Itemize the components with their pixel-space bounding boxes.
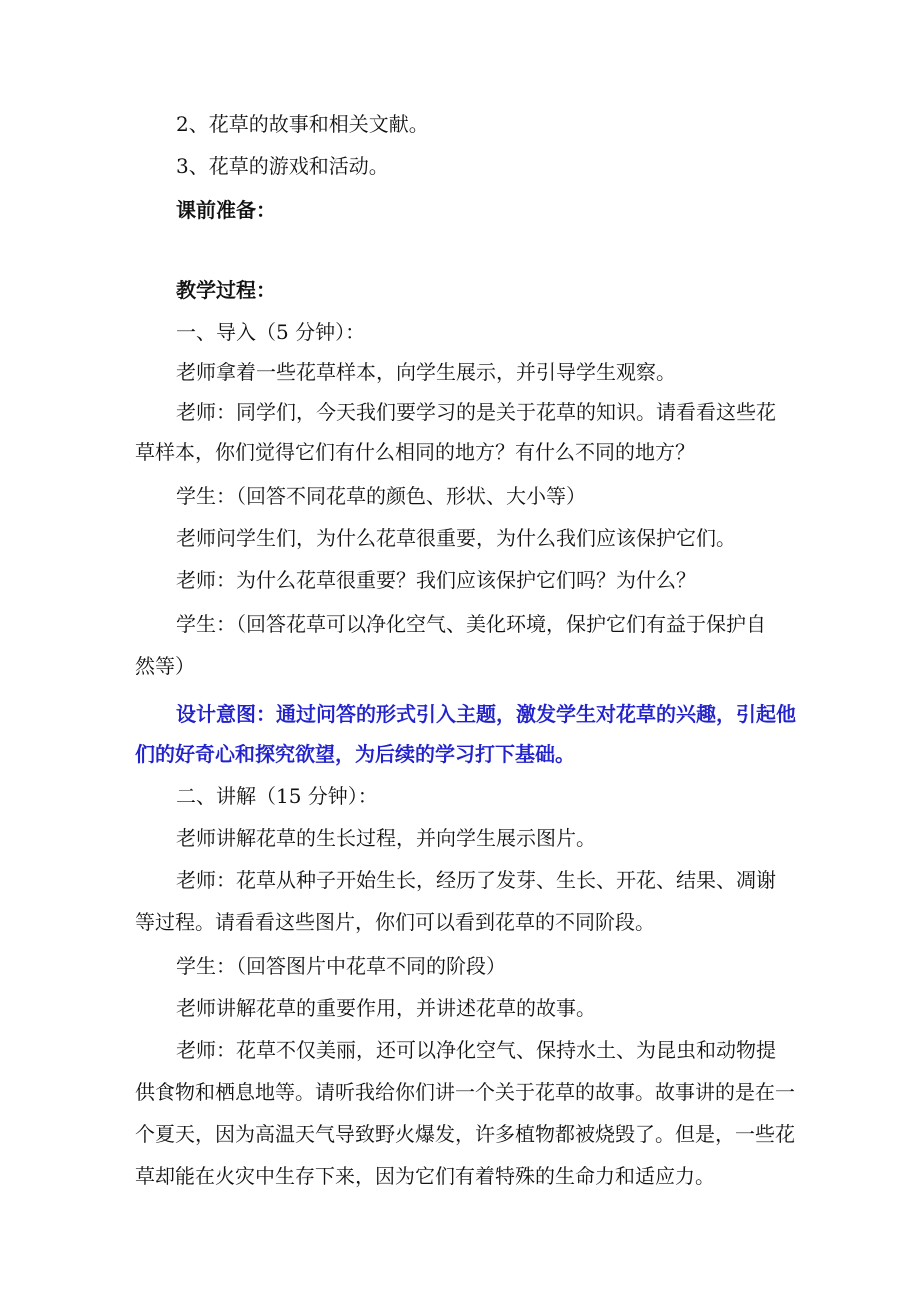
paragraph: 老师：同学们，今天我们要学习的是关于花草的知识。请看看这些花 — [176, 400, 776, 424]
paragraph: 老师拿着一些花草样本，向学生展示，并引导学生观察。 — [176, 360, 676, 384]
paragraph-continuation: 个夏天，因为高温天气导致野火爆发，许多植物都被烧毁了。但是，一些花 — [135, 1122, 795, 1146]
paragraph-continuation: 草却能在火灾中生存下来，因为它们有着特殊的生命力和适应力。 — [135, 1164, 715, 1188]
paragraph: 老师讲解花草的重要作用，并讲述花草的故事。 — [176, 996, 596, 1020]
design-intent: 设计意图：通过问答的形式引入主题，激发学生对花草的兴趣，引起他 — [176, 702, 796, 726]
paragraph: 学生：（回答不同花草的颜色、形状、大小等） — [176, 484, 586, 508]
heading-process: 教学过程： — [176, 278, 276, 302]
paragraph: 老师：花草不仅美丽，还可以净化空气、保持水土、为昆虫和动物提 — [176, 1038, 776, 1062]
paragraph: 老师：为什么花草很重要？我们应该保护它们吗？为什么？ — [176, 568, 696, 592]
section-heading-intro: 一、导入（5 分钟）： — [176, 320, 366, 344]
section-heading-explain: 二、讲解（15 分钟）： — [176, 784, 378, 808]
paragraph: 学生：（回答图片中花草不同的阶段） — [176, 954, 506, 978]
paragraph: 学生：（回答花草可以净化空气、美化环境，保护它们有益于保护自 — [176, 612, 766, 636]
design-intent-continuation: 们的好奇心和探究欲望，为后续的学习打下基础。 — [135, 742, 575, 766]
paragraph-continuation: 然等） — [135, 654, 195, 678]
list-item-2: 2、花草的故事和相关文献。 — [176, 112, 429, 136]
paragraph-continuation: 供食物和栖息地等。请听我给你们讲一个关于花草的故事。故事讲的是在一 — [135, 1080, 795, 1104]
paragraph: 老师问学生们，为什么花草很重要，为什么我们应该保护它们。 — [176, 526, 736, 550]
paragraph-continuation: 等过程。请看看这些图片，你们可以看到花草的不同阶段。 — [135, 910, 655, 934]
heading-preparation: 课前准备： — [176, 198, 276, 222]
paragraph-continuation: 草样本，你们觉得它们有什么相同的地方？有什么不同的地方？ — [135, 440, 695, 464]
list-item-3: 3、花草的游戏和活动。 — [176, 154, 389, 178]
paragraph: 老师讲解花草的生长过程，并向学生展示图片。 — [176, 826, 596, 850]
paragraph: 老师：花草从种子开始生长，经历了发芽、生长、开花、结果、凋谢 — [176, 868, 776, 892]
